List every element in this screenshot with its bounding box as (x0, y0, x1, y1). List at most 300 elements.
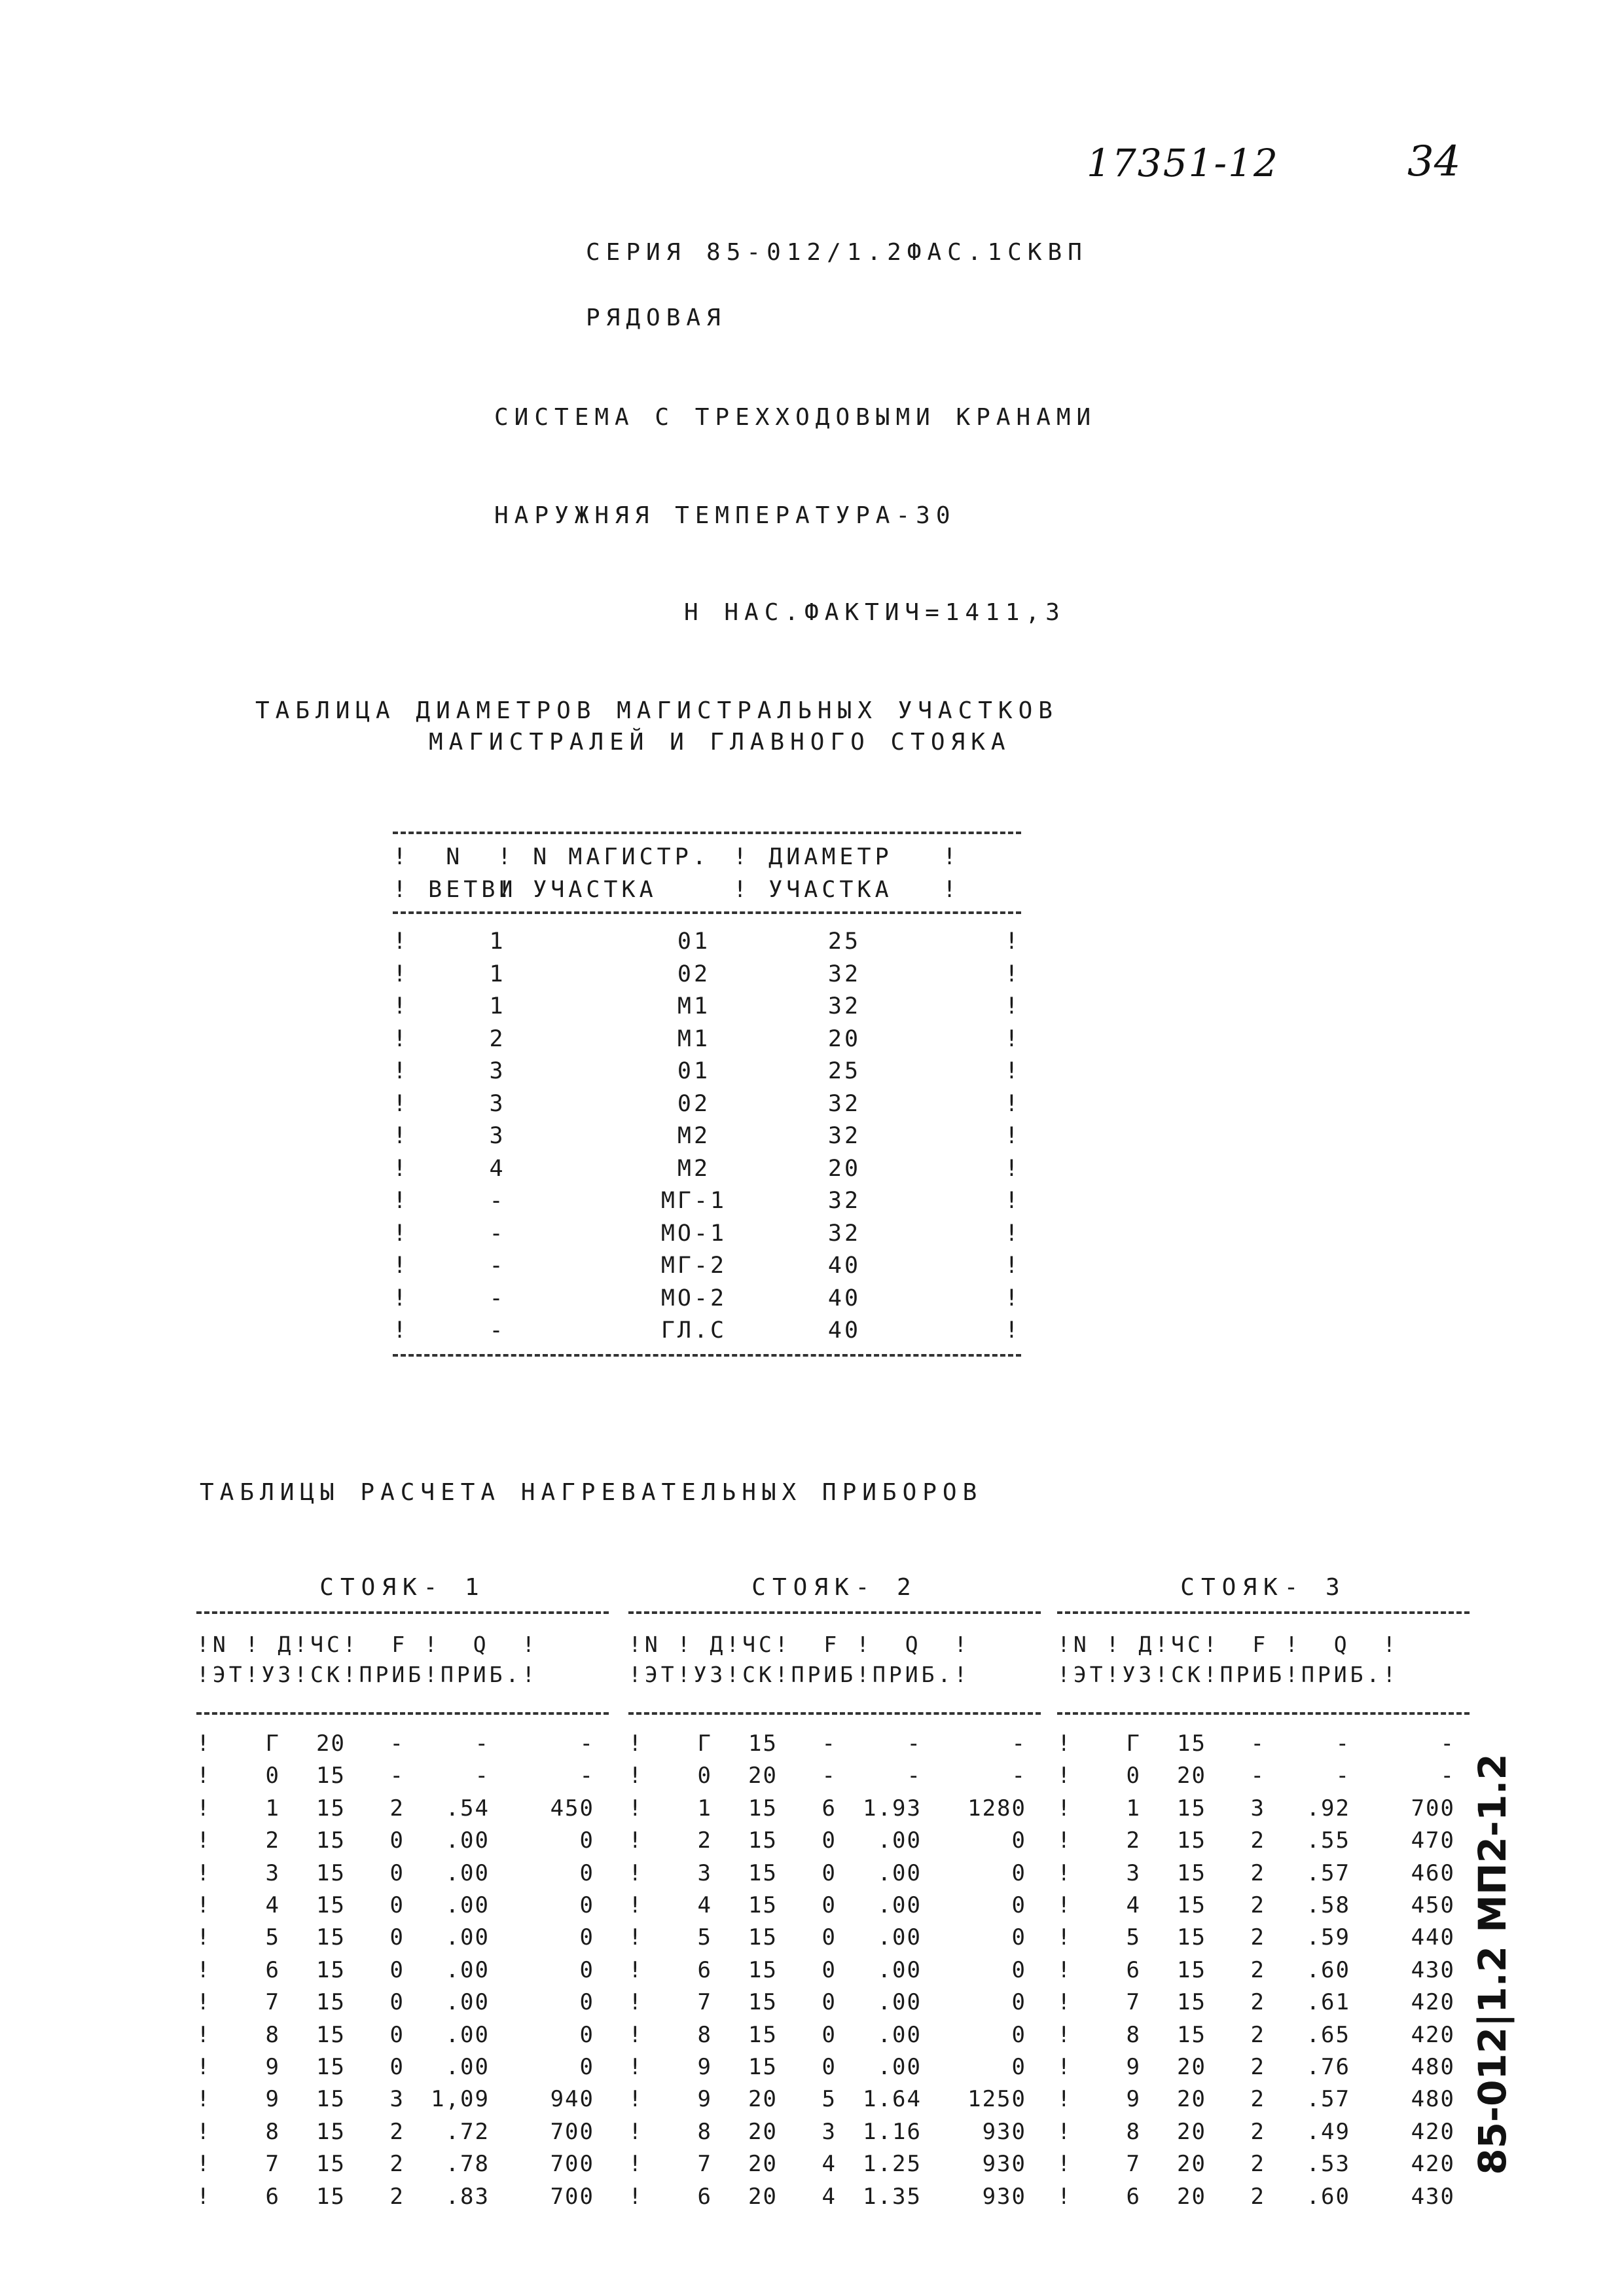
riser-row (1057, 1825, 1470, 1857)
riser-cell-diameter: 15 (1177, 1795, 1206, 1822)
riser-cell-diameter: 15 (316, 2021, 346, 2048)
riser-cell-floor: 1 (697, 1795, 712, 1822)
riser-cell-sections: 2 (1250, 2086, 1265, 2113)
riser-cell-sections: 2 (1250, 2151, 1265, 2178)
riser-cell-area: .49 (1306, 2118, 1350, 2145)
riser-row (628, 1760, 1041, 1792)
riser-row (628, 1890, 1041, 1922)
riser-row (1057, 2116, 1470, 2148)
riser-cell-diameter: 15 (316, 1892, 346, 1919)
table1-cell-section: МО-2 (660, 1285, 727, 1311)
riser-cell-heat: 450 (550, 1795, 594, 1822)
table1-cell-section: МО-1 (660, 1220, 727, 1247)
table1-header (393, 834, 1021, 911)
riser-cell-diameter: 20 (1177, 2086, 1206, 2113)
riser-cell-heat: 700 (550, 2183, 594, 2210)
riser-cell-heat: - (1011, 1763, 1026, 1789)
series-line: СЕРИЯ 85-012/1.2ФАС.1СКВП (586, 239, 1088, 266)
riser-cell-sections: - (821, 1730, 837, 1757)
riser-row-separator: ! (196, 2183, 211, 2210)
riser-cell-floor: 4 (1126, 1892, 1141, 1919)
table1-cell-diameter: 40 (827, 1253, 861, 1279)
riser-cell-diameter: 20 (748, 1763, 778, 1789)
riser-cell-sections: 0 (821, 2021, 837, 2048)
riser-cell-sections: 6 (821, 1795, 837, 1822)
riser-cell-area: .00 (445, 1956, 490, 1983)
riser-cell-sections: 0 (821, 2054, 837, 2081)
table1-header-end-2: ! (943, 877, 961, 903)
riser-cell-heat: 0 (1011, 1956, 1026, 1983)
riser-cell-diameter: 15 (1177, 1956, 1206, 1983)
riser-row (628, 1922, 1041, 1954)
riser-cell-floor: 8 (697, 2118, 712, 2145)
riser-row-separator: ! (1057, 1795, 1072, 1822)
table1-cell-branch: 3 (489, 1058, 506, 1084)
riser-cell-floor: 7 (697, 2151, 712, 2178)
table1-header-section-2: ! УЧАСТКА (497, 877, 657, 903)
riser-row-separator: ! (196, 1892, 211, 1919)
riser-cell-floor: 5 (265, 1924, 280, 1951)
riser-cell-diameter: 20 (1177, 1763, 1206, 1789)
riser-row-separator: ! (196, 1827, 211, 1854)
riser-cell-diameter: 15 (748, 1924, 778, 1951)
riser-cell-diameter: 15 (748, 1859, 778, 1886)
riser-cell-area: 1.16 (863, 2118, 922, 2145)
riser-row-separator: ! (628, 2118, 643, 2145)
riser-row (1057, 1987, 1470, 2019)
table1-separator: ! (393, 1025, 410, 1052)
riser-row-separator: ! (1057, 2118, 1072, 2145)
riser-cell-diameter: 15 (316, 2054, 346, 2081)
riser-row-separator: ! (1057, 1763, 1072, 1789)
riser-cell-area: .00 (877, 1827, 922, 1854)
table1-cell-branch: 2 (489, 1025, 506, 1052)
table1-separator: ! (1004, 1058, 1021, 1084)
riser-cell-sections: 5 (821, 2086, 837, 2113)
table1-separator: ! (1004, 1025, 1021, 1052)
table1-cell-branch: - (489, 1317, 506, 1344)
riser-cell-area: .78 (445, 2151, 490, 2178)
riser-cell-sections: 2 (1250, 2118, 1265, 2145)
riser-header-line1: !N ! Д!ЧС! F ! Q ! (1057, 1632, 1399, 1657)
riser-cell-floor: 8 (1126, 2021, 1141, 2048)
riser-cell-area: .00 (445, 1892, 490, 1919)
riser-row-separator: ! (628, 1827, 643, 1854)
table1-cell-section: 01 (677, 928, 711, 955)
riser-cell-heat: 460 (1411, 1859, 1455, 1886)
riser-cell-heat: 930 (982, 2183, 1026, 2210)
riser-cell-area: .83 (445, 2183, 490, 2210)
riser-cell-sections: 2 (1250, 1827, 1265, 1854)
riser-cell-area: .55 (1306, 1827, 1350, 1854)
riser-row (196, 2019, 609, 2051)
riser-cell-heat: 930 (982, 2151, 1026, 2178)
riser-cell-sections: 0 (389, 2021, 405, 2048)
riser-cell-area: .65 (1306, 2021, 1350, 2048)
riser-cell-heat: 420 (1411, 2151, 1455, 2178)
table1-separator: ! (1004, 961, 1021, 987)
riser-cell-sections: 4 (821, 2183, 837, 2210)
riser-cell-area: .00 (445, 2021, 490, 2048)
riser-cell-diameter: 15 (1177, 1730, 1206, 1757)
table1-cell-diameter: 32 (827, 961, 861, 987)
table1-header-section: ! N МАГИСТР. (497, 844, 710, 870)
riser-row-separator: ! (1057, 1892, 1072, 1919)
table1-row (393, 1218, 1021, 1251)
riser-cell-sections: 0 (389, 1989, 405, 2016)
riser-cell-heat: 930 (982, 2118, 1026, 2145)
riser-cell-floor: 3 (697, 1859, 712, 1886)
riser-title: СТОЯК- 2 (751, 1574, 918, 1601)
riser-cell-sections: 3 (821, 2118, 837, 2145)
riser-row-separator: ! (1057, 1956, 1072, 1983)
riser-row-separator: ! (1057, 1827, 1072, 1854)
riser-cell-heat: 0 (579, 2021, 594, 2048)
riser-body (1057, 1715, 1470, 2213)
riser-cell-diameter: 15 (316, 1956, 346, 1983)
riser-cell-heat: 0 (1011, 1859, 1026, 1886)
riser-row (196, 1954, 609, 1987)
table1-body (393, 914, 1021, 1354)
riser-cell-sections: 2 (389, 2118, 405, 2145)
riser-cell-sections: 0 (389, 2054, 405, 2081)
riser-row-separator: ! (628, 2086, 643, 2113)
riser-cell-floor: 5 (1126, 1924, 1141, 1951)
riser-row (628, 1825, 1041, 1857)
table1-cell-section: 02 (677, 1090, 711, 1117)
table1-cell-diameter: 40 (827, 1285, 861, 1311)
riser-cell-area: 1,09 (431, 2086, 490, 2113)
riser-cell-sections: 2 (389, 2151, 405, 2178)
riser-row (196, 2051, 609, 2083)
riser-cell-sections: 0 (821, 1827, 837, 1854)
riser-row (628, 2051, 1041, 2083)
table1-cell-section: М1 (677, 1025, 711, 1052)
riser-cell-heat: 0 (1011, 1989, 1026, 2016)
riser-cell-floor: 5 (697, 1924, 712, 1951)
riser-cell-area: .00 (877, 1924, 922, 1951)
riser-cell-heat: 430 (1411, 2183, 1455, 2210)
riser-cell-sections: 0 (821, 1892, 837, 1919)
riser-cell-area: .53 (1306, 2151, 1350, 2178)
riser-row (628, 2083, 1041, 2115)
riser-cell-heat: 0 (1011, 1924, 1026, 1951)
riser-cell-floor: 6 (265, 2183, 280, 2210)
table1-cell-diameter: 25 (827, 1058, 861, 1084)
riser-cell-diameter: 20 (1177, 2151, 1206, 2178)
riser-row-separator: ! (628, 1795, 643, 1822)
riser-cell-heat: 0 (579, 2054, 594, 2081)
riser-cell-sections: 0 (389, 1892, 405, 1919)
riser-cell-sections: - (1250, 1763, 1265, 1789)
riser-row-separator: ! (628, 1956, 643, 1983)
riser-body (196, 1715, 609, 2213)
table1-separator: ! (1004, 1317, 1021, 1344)
table1-header-diameter-2: ! УЧАСТКА (733, 877, 893, 903)
riser-cell-floor: 6 (1126, 1956, 1141, 1983)
riser-cell-area: - (1335, 1730, 1350, 1757)
riser-cell-diameter: 15 (316, 1859, 346, 1886)
riser-cell-floor: 4 (265, 1892, 280, 1919)
riser-row (628, 1793, 1041, 1825)
riser-cell-sections: 3 (389, 2086, 405, 2113)
riser-cell-floor: 9 (265, 2054, 280, 2081)
riser-cell-area: .00 (877, 2021, 922, 2048)
riser-row (1057, 2181, 1470, 2213)
riser-cell-heat: 0 (579, 1989, 594, 2016)
table1-cell-diameter: 32 (827, 1220, 861, 1247)
riser-row (1057, 1858, 1470, 1890)
riser-row-separator: ! (628, 2151, 643, 2178)
table1-header-end: ! (943, 844, 961, 870)
riser-row (1057, 2019, 1470, 2051)
riser-row-separator: ! (1057, 1924, 1072, 1951)
riser-row (628, 1728, 1041, 1760)
riser-row (628, 2116, 1041, 2148)
riser-header-line2: !ЭТ!УЗ!СК!ПРИБ!ПРИБ.! (628, 1662, 971, 1687)
riser-row-separator: ! (1057, 1859, 1072, 1886)
riser-cell-area: .54 (445, 1795, 490, 1822)
riser-cell-sections: 2 (389, 1795, 405, 1822)
riser-cell-sections: 2 (389, 2183, 405, 2210)
riser-cell-area: .00 (877, 1859, 922, 1886)
riser-cell-diameter: 15 (748, 1892, 778, 1919)
riser-body (628, 1715, 1041, 2213)
riser-cell-area: 1.64 (863, 2086, 922, 2113)
riser-2-table (628, 1568, 1041, 2213)
riser-cell-floor: 6 (697, 1956, 712, 1983)
riser-row-separator: ! (196, 2086, 211, 2113)
table1-header-diameter: ! ДИАМЕТР (733, 844, 893, 870)
riser-cell-heat: 0 (1011, 1827, 1026, 1854)
riser-cell-heat: 0 (579, 1827, 594, 1854)
riser-row (628, 2019, 1041, 2051)
riser-cell-heat: 430 (1411, 1956, 1455, 1983)
riser-cell-diameter: 15 (1177, 1827, 1206, 1854)
table1-cell-diameter: 40 (827, 1317, 861, 1344)
riser-header-line2: !ЭТ!УЗ!СК!ПРИБ!ПРИБ.! (1057, 1662, 1399, 1687)
riser-row-separator: ! (1057, 1989, 1072, 2016)
riser-cell-floor: 7 (697, 1989, 712, 2016)
riser-cell-floor: 1 (1126, 1795, 1141, 1822)
riser-cell-sections: 2 (1250, 2183, 1265, 2210)
riser-cell-floor: 2 (1126, 1827, 1141, 1854)
table1-separator: ! (393, 961, 410, 987)
riser-row (196, 1922, 609, 1954)
riser-row (196, 2181, 609, 2213)
table1-row (393, 1088, 1021, 1121)
riser-cell-heat: 420 (1411, 2118, 1455, 2145)
riser-cell-floor: 7 (265, 1989, 280, 2016)
riser-cell-heat: - (579, 1763, 594, 1789)
riser-cell-sections: - (821, 1763, 837, 1789)
riser-cell-floor: 2 (265, 1827, 280, 1854)
riser-cell-area: - (475, 1730, 490, 1757)
riser-row (628, 2181, 1041, 2213)
riser-cell-area: .57 (1306, 1859, 1350, 1886)
riser-cell-heat: 480 (1411, 2054, 1455, 2081)
table1-cell-section: 02 (677, 961, 711, 987)
riser-cell-sections: - (1250, 1730, 1265, 1757)
riser-cell-heat: 700 (550, 2118, 594, 2145)
riser-cell-floor: 3 (265, 1859, 280, 1886)
building-type-line: РЯДОВАЯ (586, 304, 727, 331)
riser-cell-diameter: 15 (316, 2118, 346, 2145)
riser-cell-diameter: 15 (316, 1827, 346, 1854)
riser-row-separator: ! (196, 1763, 211, 1789)
riser-row (196, 2116, 609, 2148)
table1-cell-branch: 1 (489, 961, 506, 987)
riser-row-separator: ! (196, 2118, 211, 2145)
riser-row (1057, 1922, 1470, 1954)
riser-cell-sections: - (389, 1730, 405, 1757)
table1-cell-section: ГЛ.С (660, 1317, 727, 1344)
riser-cell-floor: 8 (1126, 2118, 1141, 2145)
riser-row (1057, 2083, 1470, 2115)
riser-row-separator: ! (1057, 2021, 1072, 2048)
riser-cell-sections: 0 (821, 1924, 837, 1951)
table1-separator: ! (393, 1220, 410, 1247)
riser-cell-area: .57 (1306, 2086, 1350, 2113)
riser-cell-floor: 6 (1126, 2183, 1141, 2210)
riser-cell-floor: Г (697, 1730, 712, 1757)
riser-row-separator: ! (196, 1795, 211, 1822)
riser-cell-diameter: 15 (1177, 1924, 1206, 1951)
riser-cell-floor: 9 (1126, 2054, 1141, 2081)
riser-title: СТОЯК- 3 (1180, 1574, 1346, 1601)
table1-row (393, 1185, 1021, 1218)
riser-cell-floor: 0 (697, 1763, 712, 1789)
riser-header (628, 1614, 1041, 1708)
table1-cell-branch: 1 (489, 993, 506, 1019)
riser-cell-area: - (907, 1730, 922, 1757)
table1-separator: ! (1004, 1253, 1021, 1279)
riser-cell-heat: 0 (579, 1892, 594, 1919)
riser-cell-sections: 0 (389, 1924, 405, 1951)
table1-separator: ! (1004, 1220, 1021, 1247)
riser-row-separator: ! (628, 2183, 643, 2210)
riser-cell-area: - (1335, 1763, 1350, 1789)
table1-separator: ! (1004, 1188, 1021, 1214)
table1-row (393, 959, 1021, 991)
riser-cell-floor: 3 (1126, 1859, 1141, 1886)
riser-cell-area: .00 (445, 1859, 490, 1886)
riser-cell-heat: 440 (1411, 1924, 1455, 1951)
riser-row-separator: ! (628, 1763, 643, 1789)
riser-cell-area: .72 (445, 2118, 490, 2145)
table1-title-line2: МАГИСТРАЛЕЙ И ГЛАВНОГО СТОЯКА (429, 729, 1011, 756)
riser-cell-diameter: 20 (748, 2183, 778, 2210)
riser-cell-heat: - (1011, 1730, 1026, 1757)
riser-cell-floor: 8 (697, 2021, 712, 2048)
riser-cell-heat: 940 (550, 2086, 594, 2113)
vertical-series-stamp-text: 85-012|1.2 МП2-1.2 (1470, 1753, 1515, 2175)
table1-row (393, 991, 1021, 1023)
riser-cell-heat: 0 (579, 1924, 594, 1951)
riser-cell-diameter: 15 (316, 1763, 346, 1789)
riser-cell-sections: 2 (1250, 2021, 1265, 2048)
riser-cell-diameter: 15 (316, 1795, 346, 1822)
riser-cell-heat: 700 (550, 2151, 594, 2178)
table1-cell-branch: 1 (489, 928, 506, 955)
riser-cell-sections: 2 (1250, 1859, 1265, 1886)
table1-separator: ! (1004, 1090, 1021, 1117)
riser-row (1057, 1890, 1470, 1922)
riser-cell-area: 1.35 (863, 2183, 922, 2210)
table1-cell-branch: - (489, 1188, 506, 1214)
riser-cell-floor: 4 (697, 1892, 712, 1919)
riser-cell-sections: 0 (389, 1827, 405, 1854)
riser-cell-floor: 6 (697, 2183, 712, 2210)
riser-cell-area: .00 (445, 2054, 490, 2081)
riser-cell-area: .59 (1306, 1924, 1350, 1951)
table1-row (393, 1120, 1021, 1153)
riser-row (196, 2083, 609, 2115)
riser-cell-diameter: 20 (1177, 2183, 1206, 2210)
riser-row-separator: ! (628, 1924, 643, 1951)
riser-row-separator: ! (196, 1730, 211, 1757)
riser-cell-heat: 420 (1411, 1989, 1455, 2016)
riser-row (628, 1858, 1041, 1890)
table1-row (393, 926, 1021, 959)
riser-row-separator: ! (1057, 2054, 1072, 2081)
riser-cell-area: .60 (1306, 2183, 1350, 2210)
riser-row-separator: ! (628, 1730, 643, 1757)
handwritten-document-code: 17351-12 (1087, 141, 1279, 185)
riser-cell-sections: 0 (389, 1859, 405, 1886)
riser-cell-area: .92 (1306, 1795, 1350, 1822)
riser-row (628, 1954, 1041, 1987)
vertical-series-stamp (1460, 1729, 1525, 2200)
riser-cell-floor: 6 (265, 1956, 280, 1983)
riser-row (628, 1987, 1041, 2019)
riser-row (1057, 1793, 1470, 1825)
table1-cell-branch: - (489, 1253, 506, 1279)
riser-cell-diameter: 15 (316, 2151, 346, 2178)
table1-row (393, 1250, 1021, 1283)
riser-row-separator: ! (1057, 2183, 1072, 2210)
pump-head-line: Н НАС.ФАКТИЧ=1411,3 (684, 599, 1066, 626)
riser-cell-sections: - (389, 1763, 405, 1789)
riser-cell-floor: 8 (265, 2118, 280, 2145)
riser-cell-floor: 0 (265, 1763, 280, 1789)
riser-cell-diameter: 15 (316, 2086, 346, 2113)
riser-cell-floor: Г (265, 1730, 280, 1757)
table1-cell-section: М2 (677, 1123, 711, 1149)
table1-cell-diameter: 20 (827, 1025, 861, 1052)
table1-cell-diameter: 32 (827, 1090, 861, 1117)
table1-cell-diameter: 32 (827, 1188, 861, 1214)
riser-header-line1: !N ! Д!ЧС! F ! Q ! (196, 1632, 539, 1657)
table1-separator: ! (1004, 1155, 1021, 1182)
riser-cell-sections: 2 (1250, 1924, 1265, 1951)
riser-row-separator: ! (628, 1892, 643, 1919)
table1-cell-branch: - (489, 1285, 506, 1311)
table1-row (393, 1055, 1021, 1088)
riser-header (196, 1614, 609, 1708)
riser-row-separator: ! (1057, 2151, 1072, 2178)
riser-cell-floor: Г (1126, 1730, 1141, 1757)
riser-cell-floor: 9 (265, 2086, 280, 2113)
riser-cell-heat: - (1440, 1730, 1455, 1757)
riser-cell-heat: 1250 (967, 2086, 1026, 2113)
table1-separator: ! (393, 1090, 410, 1117)
riser-cell-floor: 9 (697, 2054, 712, 2081)
riser-cell-diameter: 15 (316, 2183, 346, 2210)
table1-cell-branch: 3 (489, 1090, 506, 1117)
riser-cell-diameter: 15 (748, 1730, 778, 1757)
riser-row (196, 1825, 609, 1857)
